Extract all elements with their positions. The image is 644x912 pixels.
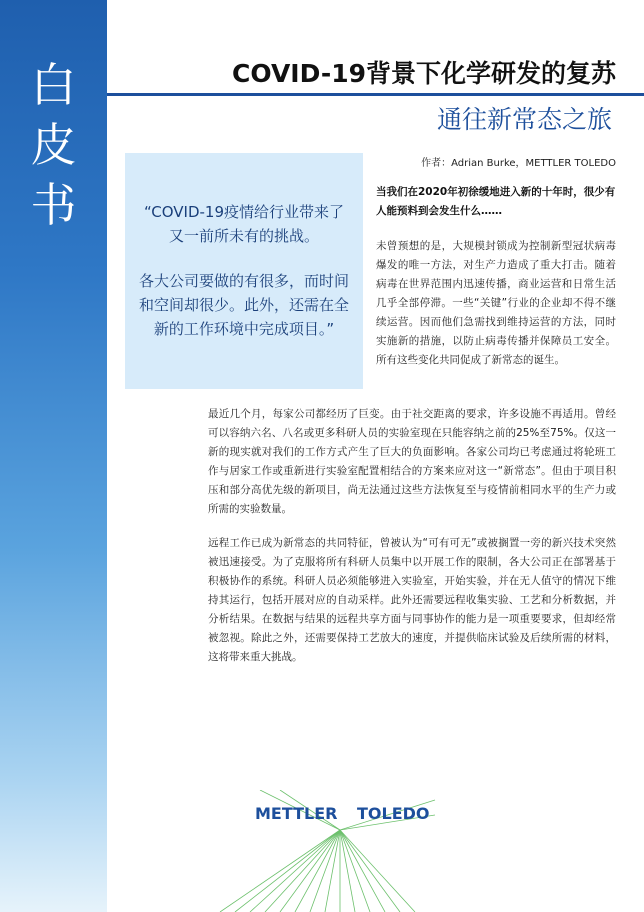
page-title: COVID-19背景下化学研发的复苏 (232, 59, 616, 88)
pull-quote-line-2: 各大公司要做的有很多，而时间和空间却很少。此外，还需在全新的工作环境中完成项目。” (138, 272, 349, 338)
mettler-toledo-logo (200, 790, 440, 912)
logo-word-toledo: TOLEDO (357, 804, 430, 823)
whitepaper-label (0, 55, 107, 235)
body-paragraph-2: 最近几个月，每家公司都经历了巨变。由于社交距离的要求，许多设施不再适用。曾经可以容纳六名、八名或更多科研人员的实验室现在只能容纳之前的25%至75%。仅这一新的现实就对我们的工作方式产生了巨大的负面影响。各家公司均已考虑通过将轮班工作与居家工作或重新进行实验室配置相结合的方案来应对这一“新常态”。但由于项目积压和部分高优先级的新项目，尚无法通过这些方法恢复至与疫情前相同水平的生产力或所需的实验数量。 (208, 408, 616, 515)
whitepaper-char-1: 白 (30, 58, 77, 112)
whitepaper-char-2: 皮 (30, 118, 77, 172)
author-line: 作者：Adrian Burke，METTLER TOLEDO (421, 158, 616, 169)
pull-quote-line-1: “COVID-19疫情给行业带来了又一前所未有的挑战。 (144, 203, 344, 245)
body-paragraph-3: 远程工作已成为新常态的共同特征，曾被认为“可有可无”或被搁置一旁的新兴技术突然被迅速接受。为了克服将所有科研人员集中以开展工作的限制，各大公司正在部署基于积极协作的系统。科研人员必须能够进入实验室，开始实验，并在无人值守的情况下维持其运行，包括开展对应的自动采样。此外还需要远程收集实验、工艺和分析数据，并分析结果。在数据与结果的远程共享方面与同事协作的能力是一项重要要求，但却经常被忽视。除此之外，还需要保持工艺放大的速度，并提供临床试验及后续所需的材料，这将带来重大挑战。 (208, 537, 616, 663)
pull-quote-box (125, 153, 363, 389)
logo-word-mettler: METTLER (255, 804, 338, 823)
intro-paragraph: 当我们在2020年初徐缓地进入新的十年时，很少有人能预料到会发生什么…… (376, 186, 616, 217)
body-paragraph-1: 未曾预想的是，大规模封锁成为控制新型冠状病毒爆发的唯一方法，对生产力造成了重大打击。随着病毒在世界范围内迅速传播，商业运营和日常生活几乎全部停滞。一些“关键”行业的企业却不得不继续运营。因而他们急需找到维持运营的方法，同时实施新的措施，以防止病毒传播并保障员工安全。所有这些变化共同促成了新常态的诞生。 (376, 240, 616, 366)
page-subtitle: 通往新常态之旅 (436, 105, 612, 134)
title-divider (107, 93, 644, 96)
whitepaper-char-3: 书 (30, 178, 77, 232)
